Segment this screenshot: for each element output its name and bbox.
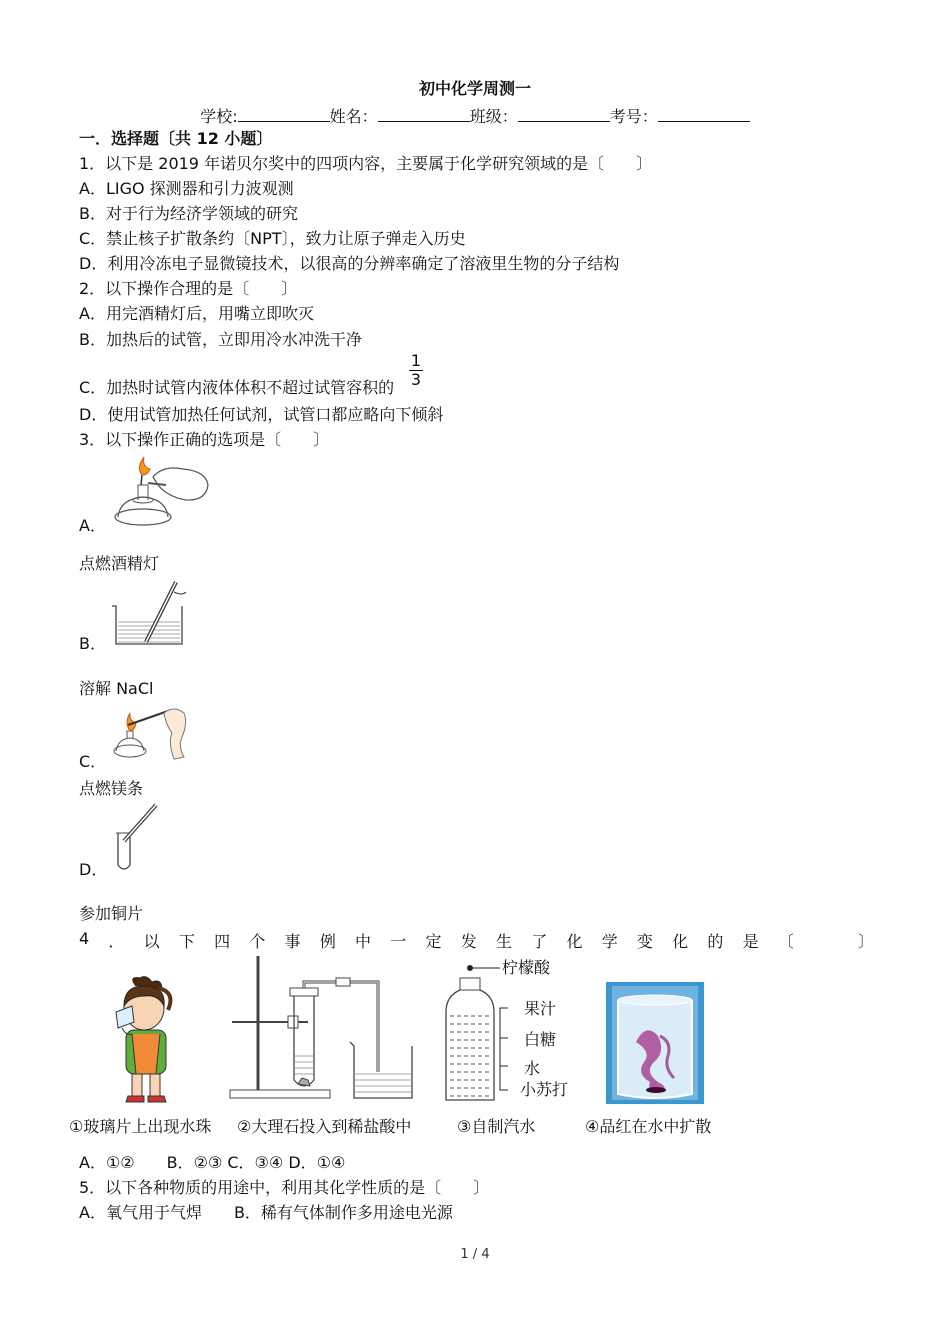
q4-stem-char: 〔 〕 [777, 932, 874, 951]
q4-stem-char: 生 [495, 932, 512, 951]
q4-options: A．①② B．②③ C．③④ D．①④ [79, 1153, 346, 1172]
label-water: 水 [524, 1059, 541, 1078]
q4-stem-char: 定 [425, 932, 442, 951]
q5-stem: 5．以下各种物质的用途中，利用其化学性质的是〔 〕 [79, 1178, 490, 1197]
class-blank [518, 107, 610, 122]
name-label: 姓名： [329, 107, 378, 126]
q4-stem-char: 发 [460, 932, 477, 951]
q4-stem-char: ． [108, 932, 125, 951]
q1-option-d: D．利用冷冻电子显微镜技术，以很高的分辨率确定了溶液里生物的分子结构 [79, 254, 620, 273]
q3-option-d: D． [79, 860, 108, 879]
marble-in-acid-apparatus-figure [228, 952, 418, 1102]
q4-stem-char: 个 [249, 932, 266, 951]
name-blank [378, 107, 470, 122]
girl-breathing-on-glass-figure [96, 976, 201, 1104]
q4-stem-char: 以 [143, 932, 160, 951]
student-info-line [0, 104, 950, 127]
page-title: 初中化学周测一 [418, 79, 531, 98]
q4-stem-char: 了 [531, 932, 548, 951]
page-number: 1 / 4 [460, 1247, 490, 1262]
label-baking-soda: 小苏打 [520, 1080, 569, 1099]
q3-option-b: B． [79, 634, 106, 653]
q2-stem: 2．以下操作合理的是〔 〕 [79, 279, 298, 298]
q2-option-c: C．加热时试管内液体体积不超过试管容积的 [79, 378, 395, 397]
alcohol-lamp-lit-by-another-lamp-figure [108, 455, 213, 530]
q3-option-d-caption: 参加铜片 [79, 904, 144, 923]
q4-stem-char: 的 [707, 932, 724, 951]
q4-stem-char: 化 [566, 932, 583, 951]
q4-stem-char: 4 [79, 929, 90, 948]
q4-stem-char: 一 [390, 932, 407, 951]
school-blank [238, 107, 330, 122]
caption-glass-water-drops: ①玻璃片上出现水珠 [69, 1117, 212, 1136]
q4-stem-char: 学 [601, 932, 618, 951]
q4-stem-char: 事 [284, 932, 301, 951]
homemade-soda-bottle-figure [440, 956, 510, 1106]
q4-stem-char: 化 [672, 932, 689, 951]
test-tube-adding-copper-figure [108, 803, 168, 873]
caption-homemade-soda: ③自制汽水 [457, 1117, 536, 1136]
q4-stem-char: 下 [178, 932, 195, 951]
class-label: 班级： [469, 107, 518, 126]
q3-option-a-caption: 点燃酒精灯 [79, 554, 160, 573]
exam-no-label: 考号： [609, 107, 658, 126]
fraction-one-third [409, 352, 423, 389]
q2-option-b: B．加热后的试管，立即用冷水冲洗干净 [79, 330, 362, 349]
q2-option-d: D．使用试管加热任何试剂，试管口都应略向下倾斜 [79, 405, 444, 424]
caption-marble-in-acid: ②大理石投入到稀盐酸中 [237, 1117, 412, 1136]
q3-stem: 3．以下操作正确的选项是〔 〕 [79, 430, 330, 449]
beaker-stirring-rod-figure [108, 578, 188, 646]
q3-option-b-caption: 溶解 NaCl [79, 679, 154, 698]
q3-option-c: C． [79, 752, 107, 771]
section-title: 一．选择题〔共 12 小题〕 [79, 129, 273, 148]
q4-stem-char: 中 [355, 932, 372, 951]
exam-no-blank [658, 107, 750, 122]
q1-stem: 1．以下是 2019 年诺贝尔奖中的四项内容，主要属于化学研究领域的是〔 〕 [79, 154, 653, 173]
q1-option-c: C．禁止核子扩散条约〔NPT〕，致力让原子弹走入历史 [79, 229, 466, 248]
magenta-dye-diffusing-photo-figure [606, 982, 704, 1104]
school-label: 学校: [200, 107, 238, 126]
caption-dye-diffusion: ④品红在水中扩散 [585, 1117, 712, 1136]
q1-option-a: A．LIGO 探测器和引力波观测 [79, 179, 294, 198]
q3-option-a: A． [79, 516, 106, 535]
q5-options-ab: A．氧气用于气焊 B．稀有气体制作多用途电光源 [79, 1203, 453, 1222]
fraction-denominator: 3 [410, 370, 422, 389]
q4-stem-char: 例 [319, 932, 336, 951]
q4-stem-char: 变 [636, 932, 653, 951]
fraction-numerator: 1 [410, 351, 422, 370]
label-fruit-juice: 果汁 [524, 999, 557, 1018]
q4-stem-char: 是 [742, 932, 759, 951]
label-lemon-acid: 柠檬酸 [502, 958, 551, 977]
q3-option-c-caption: 点燃镁条 [79, 779, 144, 798]
q4-stem-char: 四 [214, 932, 231, 951]
label-white-sugar: 白糖 [524, 1030, 557, 1049]
q4-stem [79, 929, 874, 952]
q2-option-a: A．用完酒精灯后，用嘴立即吹灭 [79, 304, 314, 323]
q1-option-b: B．对于行为经济学领域的研究 [79, 204, 298, 223]
burning-magnesium-ribbon-figure [108, 703, 190, 761]
